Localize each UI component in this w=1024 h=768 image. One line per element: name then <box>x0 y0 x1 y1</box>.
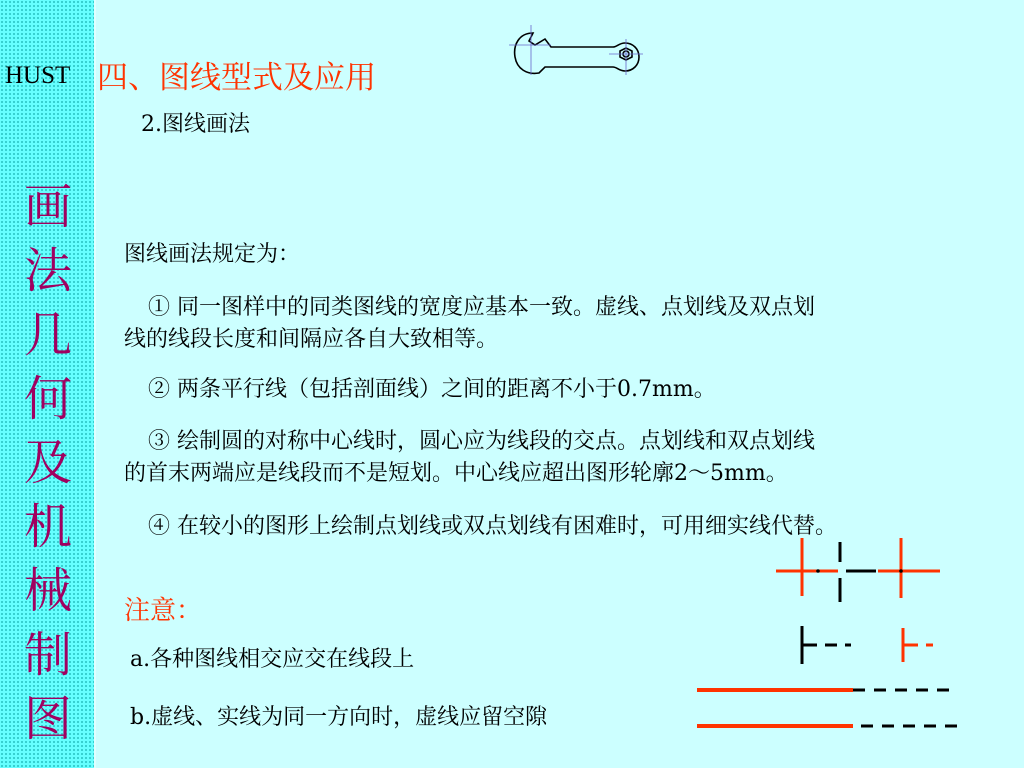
page-title: 四、图线型式及应用 <box>97 60 376 96</box>
rule-1-line-1: ① 同一图样中的同类图线的宽度应基本一致。虚线、点划线及双点划 <box>148 295 815 320</box>
note-b: b.虚线、实线为同一方向时，虚线应留空隙 <box>130 705 548 730</box>
rules-intro: 图线画法规定为： <box>124 242 301 267</box>
brand-label: HUST <box>5 62 71 89</box>
rule-3-line-2: 的首末两端应是线段而不是短划。中心线应超出图形轮廓2～5mm。 <box>124 461 788 486</box>
rule-2: ② 两条平行线（包括剖面线）之间的距离不小于0.7mm。 <box>148 377 716 402</box>
sidebar-divider <box>94 0 96 768</box>
centerline-examples-diagram <box>770 538 950 608</box>
section-subtitle: 2.图线画法 <box>141 112 250 137</box>
rule-4: ④ 在较小的图形上绘制点划线或双点划线有困难时，可用细实线代替。 <box>148 514 837 539</box>
note-a: a.各种图线相交应交在线段上 <box>130 647 415 672</box>
rule-1-line-2: 线的线段长度和间隔应各自大致相等。 <box>124 327 499 352</box>
vertical-course-title: 画法几何及机械制图 <box>23 179 72 747</box>
wrench-icon <box>505 25 645 85</box>
note-heading: 注意： <box>124 596 203 626</box>
intersection-examples-diagram <box>795 622 945 672</box>
rule-3-line-1: ③ 绘制圆的对称中心线时，圆心应为线段的交点。点划线和双点划线 <box>148 429 815 454</box>
solid-dashed-gap-diagram <box>697 680 957 730</box>
